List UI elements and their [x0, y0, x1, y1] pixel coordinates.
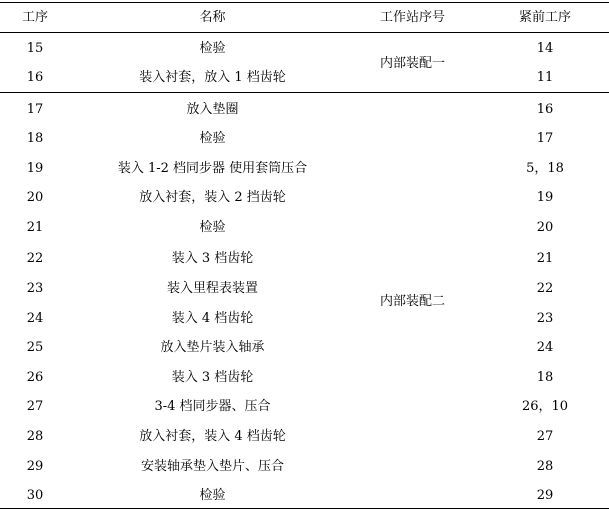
table-row-name: 检验 — [199, 220, 226, 235]
table-row-name: 装入 3 档齿轮 — [171, 370, 254, 385]
table-row-name: 放入衬套，装入 4 档齿轮 — [139, 429, 286, 444]
table-row-prev: 16 — [536, 102, 554, 117]
table-row-name: 检验 — [199, 488, 226, 503]
table-row-prev: 24 — [536, 340, 554, 355]
table-row-step: 20 — [26, 190, 44, 205]
table-row-name: 检验 — [199, 131, 226, 146]
table-row-name: 检验 — [199, 41, 226, 56]
table-row-step: 17 — [26, 102, 44, 117]
table-row-step: 16 — [26, 70, 44, 85]
table-row-prev: 5，18 — [526, 161, 564, 176]
table-row-name: 3-4 档同步器、压合 — [154, 399, 271, 414]
table-row-prev: 17 — [536, 131, 554, 146]
table-row-step: 18 — [26, 131, 44, 146]
table-row-step: 21 — [26, 220, 44, 235]
table-row-step: 24 — [26, 311, 44, 326]
header-prev: 紧前工序 — [518, 10, 571, 25]
table-row-prev: 27 — [536, 429, 554, 444]
table-row-prev: 11 — [536, 70, 554, 85]
station-group-2: 内部装配二 — [379, 294, 445, 309]
table-row-prev: 19 — [536, 190, 554, 205]
table-row-step: 26 — [26, 370, 44, 385]
table-row-name: 装入 3 档齿轮 — [171, 251, 254, 266]
table-row-name: 放入衬套，装入 2 挡齿轮 — [139, 190, 286, 205]
header-name: 名称 — [199, 10, 226, 25]
table-row-step: 15 — [26, 41, 44, 56]
header-rule — [0, 32, 609, 33]
table-row-prev: 22 — [536, 281, 554, 296]
table-row-prev: 20 — [536, 220, 554, 235]
table-row-name: 装入 1-2 档同步器 使用套筒压合 — [117, 161, 308, 176]
table-row-step: 28 — [26, 429, 44, 444]
header-station: 工作站序号 — [379, 10, 445, 25]
table-row-name: 装入衬套，放入 1 档齿轮 — [139, 70, 286, 85]
table-row-prev: 21 — [536, 251, 554, 266]
table-row-name: 装入里程表装置 — [166, 281, 258, 296]
table-row-step: 19 — [26, 161, 44, 176]
table-row-step: 27 — [26, 399, 44, 414]
group-divider-rule — [0, 92, 609, 93]
table-row-name: 安装轴承垫入垫片、压合 — [140, 459, 284, 474]
bottom-rule — [0, 508, 609, 509]
table-row-step: 30 — [26, 488, 44, 503]
table-row-prev: 28 — [536, 459, 554, 474]
station-group-1: 内部装配一 — [379, 56, 445, 71]
table-row-step: 25 — [26, 340, 44, 355]
table-row-step: 29 — [26, 459, 44, 474]
table-row-step: 23 — [26, 281, 44, 296]
table-row-name: 装入 4 档齿轮 — [171, 311, 254, 326]
table-row-prev: 23 — [536, 311, 554, 326]
table-row-name: 放入垫片装入轴承 — [160, 340, 265, 355]
table-row-prev: 18 — [536, 370, 554, 385]
table-row-prev: 29 — [536, 488, 554, 503]
table-row-name: 放入垫圈 — [186, 102, 239, 117]
table-row-step: 22 — [26, 251, 44, 266]
table-row-prev: 14 — [536, 41, 554, 56]
header-step: 工序 — [21, 10, 48, 25]
top-rule — [0, 2, 609, 3]
table-row-prev: 26，10 — [521, 399, 569, 414]
